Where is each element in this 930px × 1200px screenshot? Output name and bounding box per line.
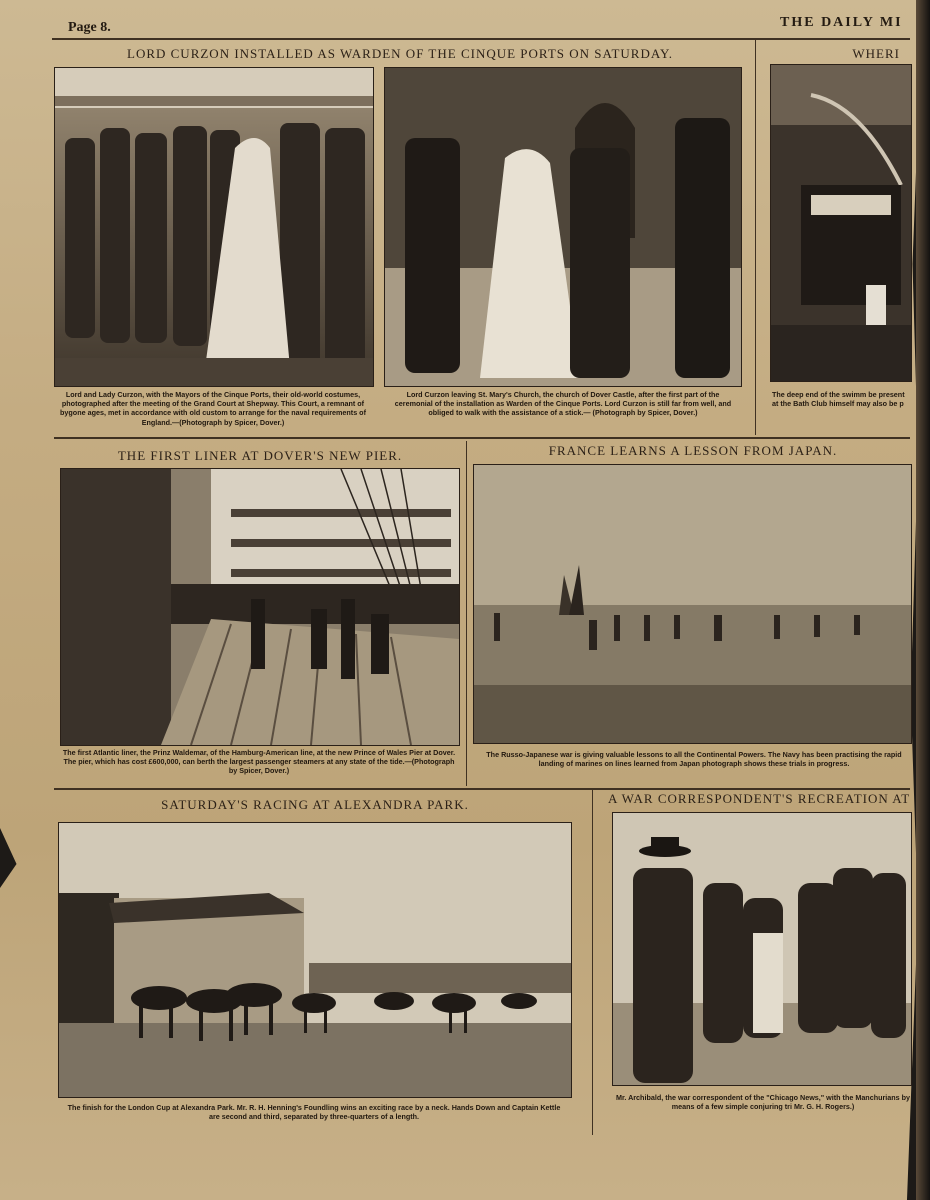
column-rule-1 xyxy=(755,40,756,435)
headline-bath: WHERI xyxy=(852,46,900,61)
page-number: Page 8. xyxy=(68,20,111,35)
section-rule-2 xyxy=(54,788,910,790)
photo-france-landing xyxy=(473,464,912,744)
headline-correspondent: A WAR CORRESPONDENT'S RECREATION AT xyxy=(608,791,911,806)
caption-france-landing: The Russo-Japanese war is giving valuable lessons to all the Continental Powers. The Navy has been practising the rapid landing of marines on lines learned from Japan photograph shows these trials in progress. xyxy=(486,750,902,769)
headline-curzon: LORD CURZON INSTALLED AS WARDEN OF THE CINQUE PORTS ON SATURDAY. xyxy=(127,46,673,61)
page-edge-shadow xyxy=(916,0,930,1200)
section-rule-1 xyxy=(54,437,910,439)
column-rule-3 xyxy=(592,790,593,1135)
photo-war-correspondent xyxy=(612,812,912,1086)
photo-racing-finish xyxy=(58,822,572,1098)
top-rule xyxy=(52,38,910,40)
column-rule-2 xyxy=(466,441,467,786)
photo-liner-pier xyxy=(60,468,460,746)
caption-curzon-church: Lord Curzon leaving St. Mary's Church, the church of Dover Castle, after the first part of the ceremonial of the installation as Warden of the Cinque Ports. Lord Curzon is still far from well, and obliged to walk with the assistance of a stick.— (Photograph by Spicer, Dover.) xyxy=(394,390,732,418)
photo-curzon-church xyxy=(384,67,742,387)
caption-bath-club: The deep end of the swimm be present at the Bath Club himself may also be p xyxy=(772,390,905,409)
headline-racing: SATURDAY'S RACING AT ALEXANDRA PARK. xyxy=(161,797,469,812)
caption-war-correspondent: Mr. Archibald, the war correspondent of the "Chicago News," with the Manchurians by means of a few simple conjuring tri Mr. G. H. Rogers.) xyxy=(615,1093,911,1112)
photo-curzon-mayors xyxy=(54,67,374,387)
caption-racing-finish: The finish for the London Cup at Alexandra Park. Mr. R. H. Henning's Foundling wins an exciting race by a neck. Hands Down and Captain Kettle are second and third, separated by three-quarters of a length. xyxy=(67,1103,561,1122)
photo-bath-club xyxy=(770,64,912,382)
newspaper-title: THE DAILY MI xyxy=(780,15,903,30)
headline-liner: THE FIRST LINER AT DOVER'S NEW PIER. xyxy=(117,448,403,463)
caption-curzon-mayors: Lord and Lady Curzon, with the Mayors of the Cinque Ports, their old-world costumes, photographed after the meeting of the Grand Court at Shepway. This Court, a remnant of bygone ages, met in accordance with old custom to arrange for the naval requirements of England.—(Photograph by Spicer, Dover.) xyxy=(60,390,366,427)
headline-france: FRANCE LEARNS A LESSON FROM JAPAN. xyxy=(548,443,838,458)
caption-liner-pier: The first Atlantic liner, the Prinz Waldemar, of the Hamburg-American line, at the new Prince of Wales Pier at Dover. The pier, which has cost £600,000, can berth the largest passenger steamers at any state of the tide.—(Photograph by Spicer, Dover.) xyxy=(62,748,456,776)
